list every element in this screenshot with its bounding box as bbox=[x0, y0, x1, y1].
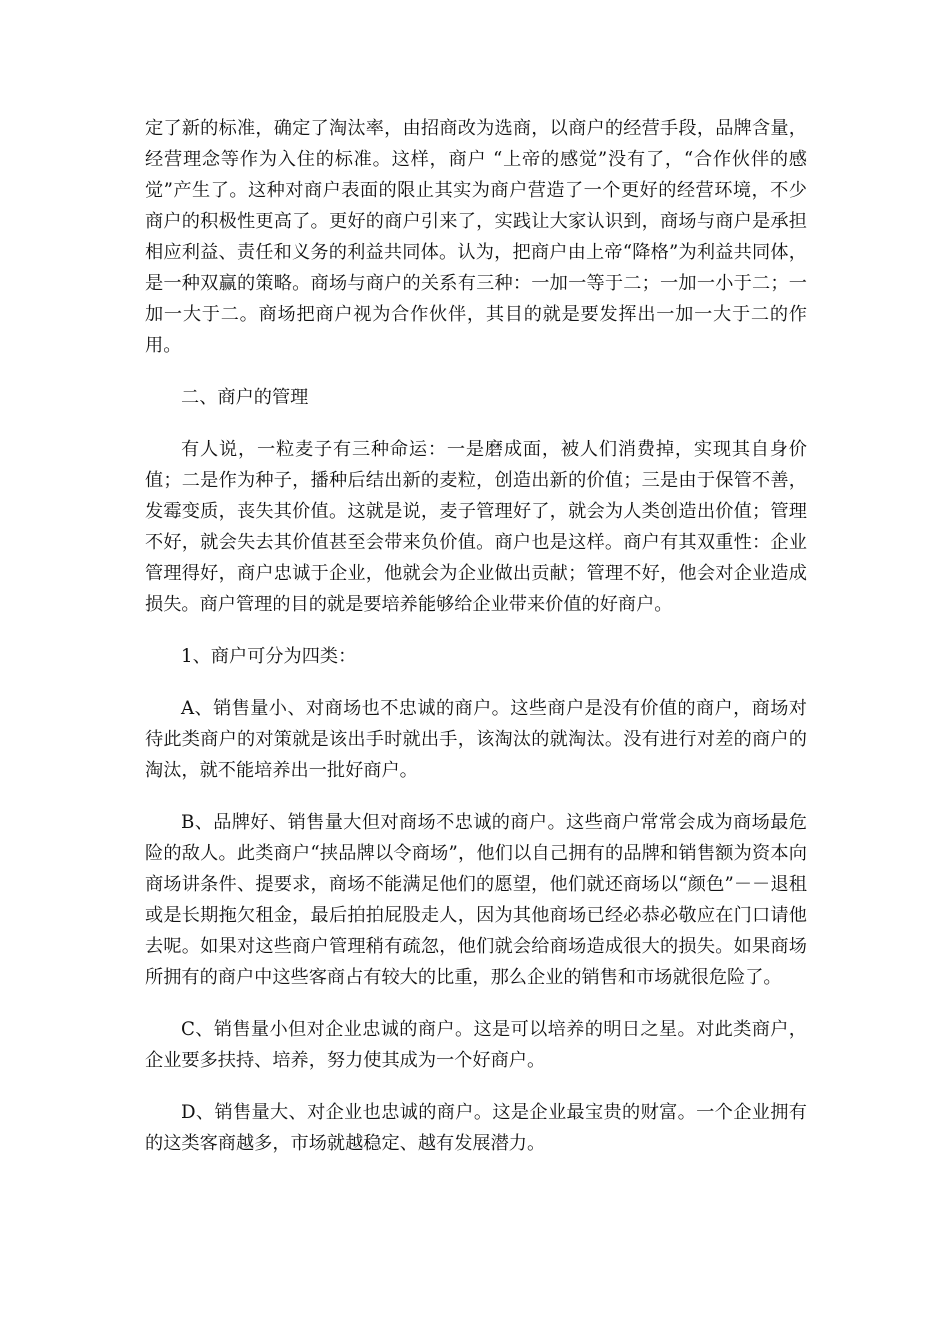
paragraph-category-b: B、品牌好、销售量大但对商场不忠诚的商户。这些商户常常会成为商场最危险的敌人。此类商户“挟品牌以令商场”，他们以自己拥有的品牌和销售额为资本向商场讲条件、提要求，商场不能满足他们的愿望，他们就还商场以“颜色”－－退租或是长期拖欠租金，最后拍拍屁股走人，因为其他商场已经必恭必敬应在门口请他去呢。如果对这些商户管理稍有疏忽，他们就会给商场造成很大的损失。如果商场所拥有的商户中这些客商占有较大的比重，那么企业的销售和市场就很危险了。 bbox=[145, 812, 807, 988]
paragraph-category-d: D、销售量大、对企业也忠诚的商户。这是企业最宝贵的财富。一个企业拥有的这类客商越多，市场就越稳定、越有发展潜力。 bbox=[145, 1102, 807, 1154]
paragraph-category-a: A、销售量小、对商场也不忠诚的商户。这些商户是没有价值的商户，商场对待此类商户的对策就是该出手时就出手，该淘汰的就淘汰。没有进行对差的商户的淘汰，就不能培养出一批好商户。 bbox=[145, 698, 807, 781]
paragraph-wheat-analogy: 有人说，一粒麦子有三种命运：一是磨成面，被人们消费掉，实现其自身价值；二是作为种子，播种后结出新的麦粒，创造出新的价值；三是由于保管不善，发霉变质，丧失其价值。这就是说，麦子管理好了，就会为人类创造出价值；管理不好，就会失去其价值甚至会带来负价值。商户也是这样。商户有其双重性：企业管理得好，商户忠诚于企业，他就会为企业做出贡献；管理不好，他会对企业造成损失。商户管理的目的就是要培养能够给企业带来价值的好商户。 bbox=[145, 439, 807, 615]
paragraph-category-c: C、销售量小但对企业忠诚的商户。这是可以培养的明日之星。对此类商户，企业要多扶持、培养，努力使其成为一个好商户。 bbox=[145, 1019, 807, 1071]
section-heading: 二、商户的管理 bbox=[181, 387, 309, 408]
paragraph-continued: 定了新的标准，确定了淘汰率，由招商改为选商，以商户的经营手段，品牌含量，经营理念等作为入住的标准。这样，商户 “上帝的感觉”没有了，“合作伙伴的感觉”产生了。这种对商户表面的限止其实为商户营造了一个更好的经营环境，不少商户的积极性更高了。更好的商户引来了，实践让大家认识到，商场与商户是承担相应利益、责任和义务的利益共同体。认为，把商户由上帝“降格”为利益共同体，是一种双赢的策略。商场与商户的关系有三种：一加一等于二；一加一小于二；一加一大于二。商场把商户视为合作伙伴，其目的就是要发挥出一加一大于二的作用。 bbox=[145, 118, 807, 356]
subsection-heading: 1、商户可分为四类： bbox=[181, 646, 357, 667]
document-body bbox=[145, 113, 807, 1159]
